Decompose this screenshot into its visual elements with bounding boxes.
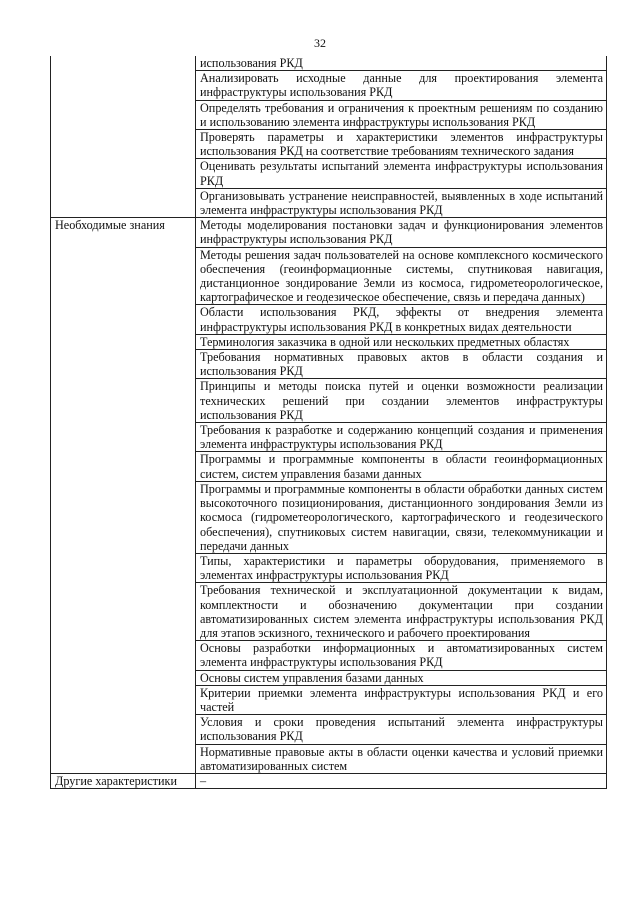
row-text-cell: Проверять параметры и характеристики элементов инфраструктуры использования РКД на соответствие требованиям технического задания — [196, 130, 607, 159]
requirements-table-body — [51, 56, 607, 789]
page-number: 32 — [314, 36, 326, 50]
row-text-cell: Программы и программные компоненты в области обработки данных систем высокоточного позиционирования, дистанционного зондирования Земли из космоса (гидрометеорологического, картографического и геодезического обеспечения), спутниковых систем навигации, связи, телекоммуникации и передачи данных — [196, 481, 607, 553]
row-text-cell: Принципы и методы поиска путей и оценки возможности реализации технических решений при создании элементов инфраструктуры использования РКД — [196, 379, 607, 423]
row-label-cell: Другие характеристики — [51, 773, 196, 788]
row-text-cell: – — [196, 773, 607, 788]
row-text-cell: Требования нормативных правовых актов в области создания и использования РКД — [196, 350, 607, 379]
row-text-cell: Требования технической и эксплуатационной документации к видам, комплектности и обозначению документации при создании автоматизированных систем элемента инфраструктуры использования РКД для этапов эскизного, технического и рабочего проектирования — [196, 583, 607, 641]
row-text-cell: Терминология заказчика в одной или нескольких предметных областях — [196, 334, 607, 349]
row-text-cell: Требования к разработке и содержанию концепций создания и применения элемента инфраструктуры использования РКД — [196, 423, 607, 452]
row-text-cell: Условия и сроки проведения испытаний элемента инфраструктуры использования РКД — [196, 715, 607, 744]
requirements-table — [50, 56, 607, 789]
row-label-cell — [51, 56, 196, 218]
row-text-cell: Нормативные правовые акты в области оценки качества и условий приемки автоматизированных систем — [196, 744, 607, 773]
row-text-cell: Определять требования и ограничения к проектным решениям по созданию и использованию элемента инфраструктуры использования РКД — [196, 100, 607, 129]
row-text-cell: Методы решения задач пользователей на основе комплексного космического обеспечения (геоинформационные системы, спутниковая навигация, дистанционное зондирование Земли из космоса, гидрометеорологическое, картографическое и геодезическое обеспечение, связь и передача данных) — [196, 247, 607, 305]
table-row — [51, 218, 607, 247]
row-label-cell: Необходимые знания — [51, 218, 196, 774]
row-text-cell: Оценивать результаты испытаний элемента инфраструктуры использования РКД — [196, 159, 607, 188]
row-text-cell: Основы разработки информационных и автоматизированных систем элемента инфраструктуры использования РКД — [196, 641, 607, 670]
row-text-cell: Типы, характеристики и параметры оборудования, применяемого в элементах инфраструктуры использования РКД — [196, 553, 607, 582]
row-text-cell: Организовывать устранение неисправностей, выявленных в ходе испытаний элемента инфраструктуры использования РКД — [196, 188, 607, 217]
row-text-cell: Анализировать исходные данные для проектирования элемента инфраструктуры использования РКД — [196, 71, 607, 100]
row-text-cell: Основы систем управления базами данных — [196, 670, 607, 685]
table-row — [51, 56, 607, 71]
row-text-cell: Методы моделирования постановки задач и функционирования элементов инфраструктуры использования РКД — [196, 218, 607, 247]
row-text-cell: Программы и программные компоненты в области геоинформационных систем, систем управления базами данных — [196, 452, 607, 481]
table-row — [51, 773, 607, 788]
row-text-cell: Области использования РКД, эффекты от внедрения элемента инфраструктуры использования РКД в конкретных видах деятельности — [196, 305, 607, 334]
row-text-cell: Критерии приемки элемента инфраструктуры использования РКД и его частей — [196, 685, 607, 714]
row-text-cell: использования РКД — [196, 56, 607, 71]
